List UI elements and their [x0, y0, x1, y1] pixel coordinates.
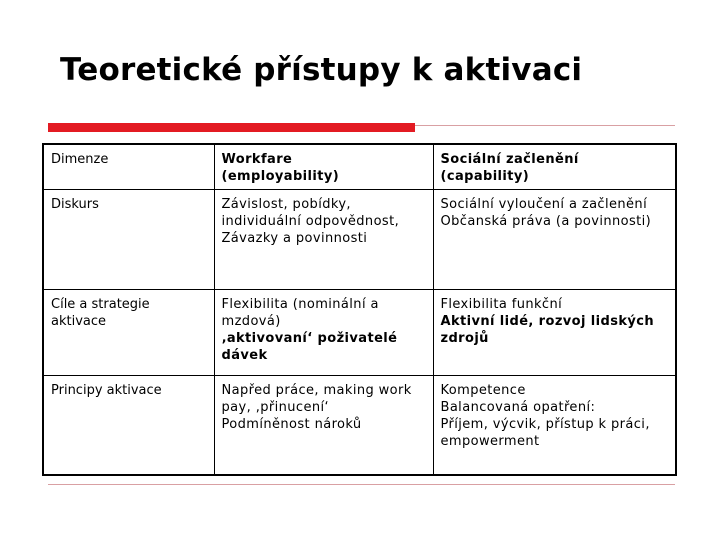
slide-title: Teoretické přístupy k aktivaci	[60, 52, 583, 88]
table-row-principy	[43, 376, 676, 475]
table-cell: Závislost, pobídky, individuální odpovědnost, Závazky a povinnosti	[214, 190, 433, 290]
table-header-row	[43, 144, 676, 190]
table-cell: Flexibilita funkční Aktivní lidé, rozvoj lidských zdrojů	[433, 290, 676, 376]
header-cell-dimenze: Dimenze	[43, 144, 214, 190]
row-label: Cíle a strategie aktivace	[43, 290, 214, 376]
header-cell-workfare: Workfare (employability)	[214, 144, 433, 190]
table-cell: Kompetence Balancovaná opatření: Příjem, výcvik, přístup k práci, empowerment	[433, 376, 676, 475]
table-row-cile	[43, 290, 676, 376]
table-cell: Sociální vyloučení a začlenění Občanská práva (a povinnosti)	[433, 190, 676, 290]
table-cell: Flexibilita (nominální a mzdová) ‚aktivovaní‘ poživatelé dávek	[214, 290, 433, 376]
row-label: Principy aktivace	[43, 376, 214, 475]
title-divider-accent	[48, 123, 415, 132]
table-row-diskurs	[43, 190, 676, 290]
comparison-table	[42, 143, 677, 476]
table-cell: Napřed práce, making work pay, ‚přinucení‘ Podmíněnost nároků	[214, 376, 433, 475]
footer-divider	[48, 484, 675, 485]
row-label: Diskurs	[43, 190, 214, 290]
header-cell-socialni-zacleneni: Sociální začlenění (capability)	[433, 144, 676, 190]
